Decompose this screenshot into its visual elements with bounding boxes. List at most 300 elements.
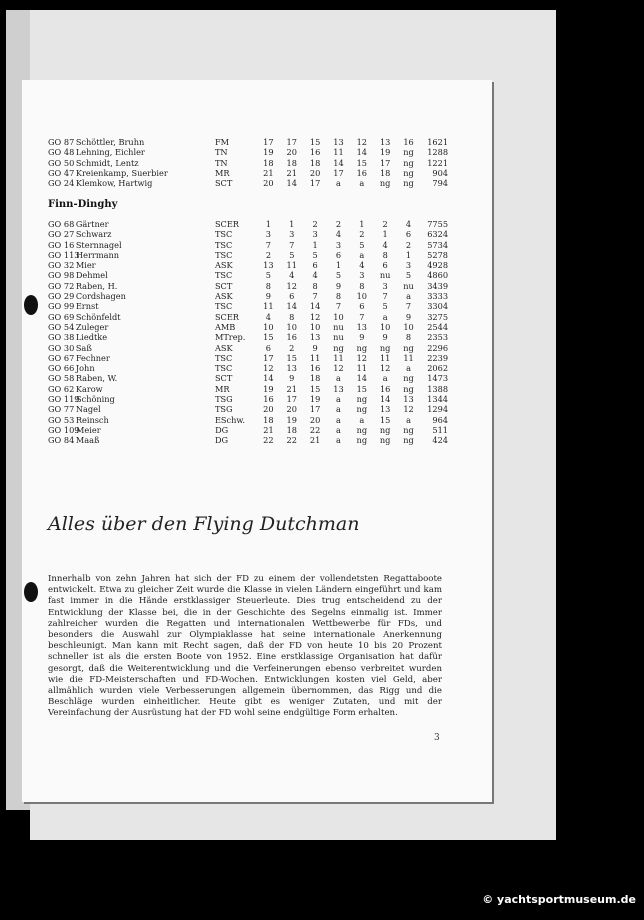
sail-number: GO 62: [48, 383, 75, 394]
race-place: 14: [309, 301, 321, 312]
sail-number: GO 47: [48, 167, 75, 178]
race-place: 22: [286, 435, 297, 446]
points: 6324: [427, 229, 449, 240]
race-place: 6: [289, 291, 295, 302]
race-place: 17: [263, 352, 274, 363]
sail-number: GO 54: [48, 321, 75, 332]
sail-number: GO 48: [48, 147, 75, 158]
table-row: [48, 343, 448, 353]
race-place: 11: [263, 301, 274, 312]
race-place: ng: [356, 435, 368, 446]
page-number: 3: [434, 733, 440, 743]
table-row: [48, 384, 448, 394]
table-row: [48, 240, 448, 250]
race-place: 13: [333, 383, 344, 394]
club: SCT: [214, 373, 233, 384]
points: 1294: [427, 404, 449, 415]
race-place: 1: [335, 260, 342, 271]
points: 3275: [427, 311, 449, 322]
race-place: ng: [356, 342, 368, 353]
race-place: 13: [379, 404, 391, 415]
club: TSC: [215, 249, 233, 260]
race-place: 11: [309, 352, 321, 363]
punch-hole: [24, 582, 38, 602]
sail-number: GO 98: [48, 270, 75, 281]
race-place: 20: [263, 178, 274, 189]
race-place: 7: [382, 291, 388, 302]
points: 424: [432, 435, 449, 446]
race-place: 14: [356, 147, 368, 158]
sail-number: GO 77: [48, 404, 75, 415]
club: AMB: [214, 321, 236, 332]
race-place: 18: [309, 373, 321, 384]
table-row: [48, 415, 448, 425]
points: 3333: [427, 291, 449, 302]
race-place: 11: [356, 363, 368, 374]
club: TSC: [214, 229, 233, 240]
club: SCT: [214, 178, 233, 189]
sailor-name: Schwarz: [75, 229, 112, 240]
sailor-name: Zuleger: [75, 321, 109, 332]
race-place: 22: [263, 435, 274, 446]
race-place: 21: [263, 424, 274, 435]
sail-number: GO 38: [48, 332, 75, 343]
club: TSC: [214, 301, 233, 312]
race-place: a: [336, 394, 341, 405]
race-place: 13: [263, 260, 274, 271]
section-title: Finn-Dinghy: [48, 199, 118, 210]
race-place: 11: [403, 352, 414, 363]
race-place: 5: [335, 270, 342, 281]
sailor-name: Saß: [75, 342, 92, 353]
table-row: [48, 168, 448, 178]
points: 5278: [427, 249, 448, 260]
points: 4860: [427, 270, 449, 281]
race-place: 12: [263, 363, 274, 374]
race-place: 9: [359, 332, 365, 343]
race-place: 13: [309, 332, 321, 343]
points: 5734: [427, 239, 449, 250]
race-place: 13: [379, 137, 391, 147]
table-row: [48, 373, 448, 383]
race-place: ng: [379, 342, 391, 353]
sailor-name: Schmidt, Lentz: [75, 157, 139, 168]
race-place: 14: [356, 373, 368, 384]
race-place: 16: [379, 383, 391, 394]
sailor-name: Karow: [75, 383, 103, 394]
race-place: a: [336, 435, 341, 446]
sail-number: GO 109: [48, 424, 80, 435]
race-place: 20: [286, 404, 297, 415]
points: 904: [432, 167, 449, 178]
club: ASK: [214, 342, 233, 353]
race-place: 4: [335, 229, 342, 240]
race-place: 1: [265, 219, 271, 229]
results-table-finn: [48, 219, 448, 446]
race-place: 15: [356, 383, 368, 394]
race-place: 12: [356, 352, 368, 363]
points: 4928: [427, 260, 449, 271]
race-place: 19: [263, 147, 274, 158]
sailor-name: Schöttler, Bruhn: [75, 137, 145, 147]
race-place: 16: [403, 137, 414, 147]
race-place: 12: [286, 280, 297, 291]
race-place: 15: [356, 157, 368, 168]
race-place: 3: [289, 229, 295, 240]
race-place: 15: [379, 414, 391, 425]
race-place: 21: [263, 167, 274, 178]
race-place: nu: [333, 332, 344, 343]
race-place: 17: [286, 137, 297, 147]
race-place: a: [336, 414, 341, 425]
sail-number: GO 50: [48, 157, 75, 168]
race-place: 4: [289, 270, 295, 281]
club: TSC: [214, 352, 233, 363]
race-place: 7: [335, 301, 342, 312]
race-place: 18: [286, 424, 297, 435]
race-place: 2: [265, 249, 272, 260]
race-place: 17: [333, 167, 344, 178]
race-place: ng: [379, 178, 391, 189]
sail-number: GO 84: [48, 435, 75, 446]
race-place: 8: [312, 280, 318, 291]
points: 964: [432, 414, 449, 425]
race-place: 6: [265, 342, 271, 353]
race-place: 16: [286, 332, 297, 343]
race-place: 21: [286, 383, 297, 394]
race-place: 5: [265, 270, 271, 281]
table-row: [48, 229, 448, 239]
race-place: 5: [405, 270, 412, 281]
sail-number: GO 58: [48, 373, 75, 384]
race-place: 18: [286, 157, 297, 168]
points: 1388: [427, 383, 449, 394]
sailor-name: Cordshagen: [75, 291, 126, 302]
points: 2296: [427, 342, 449, 353]
table-row: [48, 322, 448, 332]
race-place: 12: [403, 404, 414, 415]
race-place: 10: [356, 291, 368, 302]
race-place: 6: [359, 301, 365, 312]
sail-number: GO 87: [48, 137, 75, 147]
race-place: 1: [312, 239, 318, 250]
race-place: 4: [405, 219, 412, 229]
club: ESchw.: [214, 414, 246, 425]
sailor-name: Meier: [76, 424, 101, 435]
race-place: 15: [309, 137, 321, 147]
sailor-name: Raben, H.: [75, 280, 118, 291]
table-row: [48, 291, 448, 301]
race-place: 3: [382, 280, 388, 291]
sailor-name: John: [75, 363, 95, 374]
sailor-name: Schöning: [76, 394, 115, 405]
race-place: ng: [403, 147, 414, 158]
table-row: [48, 250, 448, 260]
race-place: 6: [335, 249, 342, 260]
race-place: 3: [312, 229, 318, 240]
race-place: a: [406, 291, 411, 302]
race-place: 9: [335, 280, 342, 291]
points: 1344: [427, 394, 448, 405]
race-place: 6: [312, 260, 318, 271]
table-row: [48, 312, 448, 322]
race-place: 2: [335, 219, 342, 229]
race-place: 10: [333, 311, 344, 322]
sailor-name: Lehning, Eichler: [75, 147, 145, 158]
race-place: 10: [309, 321, 321, 332]
club: TSG: [215, 394, 233, 405]
race-place: a: [359, 249, 365, 260]
club: DG: [215, 424, 229, 435]
club: TN: [214, 147, 228, 158]
sailor-name: Raben, W.: [75, 373, 118, 384]
race-place: 12: [333, 363, 344, 374]
race-place: 16: [309, 147, 321, 158]
sailor-name: Liedtke: [75, 332, 108, 343]
sailor-name: Klemkow, Hartwig: [75, 178, 153, 189]
club: SCER: [214, 311, 239, 322]
points: 2544: [427, 321, 449, 332]
sail-number: GO 16: [48, 239, 75, 250]
race-place: 17: [263, 137, 274, 147]
race-place: ng: [379, 435, 391, 446]
club: FM: [214, 137, 230, 147]
race-place: a: [359, 414, 365, 425]
race-place: a: [336, 424, 341, 435]
sail-number: GO 119: [48, 394, 80, 405]
race-place: ng: [356, 394, 368, 405]
sailor-name: Maaß: [75, 435, 100, 446]
table-row: [48, 178, 448, 188]
race-place: ng: [356, 404, 368, 415]
race-place: ng: [333, 342, 344, 353]
race-place: 3: [359, 270, 365, 281]
race-place: 19: [309, 394, 321, 405]
points: 3439: [427, 280, 449, 291]
sail-number: GO 67: [48, 352, 75, 363]
sail-number: GO 27: [48, 229, 75, 240]
table-row: [48, 137, 448, 147]
race-place: 19: [379, 147, 391, 158]
race-place: 3: [265, 229, 271, 240]
race-place: 2: [289, 342, 295, 353]
race-place: 2: [382, 219, 388, 229]
race-place: 1: [359, 219, 365, 229]
points: 2353: [427, 332, 449, 343]
race-place: 8: [335, 291, 342, 302]
table-row: [48, 353, 448, 363]
sail-number: GO 72: [48, 280, 75, 291]
race-place: 15: [309, 383, 321, 394]
race-place: 7: [359, 311, 365, 322]
race-place: 2: [359, 229, 365, 240]
race-place: 5: [312, 249, 318, 260]
race-place: 18: [263, 157, 274, 168]
race-place: a: [406, 363, 411, 374]
race-place: ng: [403, 435, 414, 446]
race-place: 9: [265, 291, 271, 302]
race-place: 16: [309, 363, 321, 374]
race-place: 9: [312, 342, 318, 353]
race-place: 7: [312, 291, 318, 302]
table-row: [48, 260, 448, 270]
sail-number: GO 69: [48, 311, 75, 322]
race-place: 8: [382, 249, 388, 260]
race-place: ng: [403, 342, 414, 353]
race-place: 20: [309, 414, 321, 425]
race-place: 12: [309, 311, 321, 322]
race-place: 10: [263, 321, 274, 332]
race-place: 17: [379, 157, 391, 168]
race-place: ng: [403, 167, 414, 178]
table-row: [48, 435, 448, 445]
race-place: ng: [403, 424, 414, 435]
race-place: a: [359, 178, 365, 189]
race-place: ng: [379, 424, 391, 435]
sailor-name: Mier: [75, 260, 96, 271]
club: MTrep.: [214, 332, 246, 343]
points: 3304: [427, 301, 449, 312]
table-row: [48, 394, 448, 404]
club: TSC: [214, 270, 233, 281]
race-place: 3: [335, 239, 342, 250]
race-place: nu: [403, 280, 414, 291]
race-place: nu: [333, 321, 344, 332]
sailor-name: Schönfeldt: [75, 311, 121, 322]
race-place: a: [382, 373, 388, 384]
race-place: 20: [309, 167, 321, 178]
race-place: 13: [333, 137, 344, 147]
sailor-name: Gärtner: [75, 219, 109, 229]
sailor-name: Reinsch: [75, 414, 109, 425]
sailor-name: Nagel: [75, 404, 101, 415]
race-place: 2: [312, 219, 318, 229]
table-row: [48, 158, 448, 168]
club: MR: [214, 383, 230, 394]
sail-number: GO 99: [48, 301, 75, 312]
table-row: [48, 425, 448, 435]
sail-number: GO 53: [48, 414, 75, 425]
club: SCT: [214, 280, 233, 291]
points: 1288: [427, 147, 449, 158]
race-place: 18: [263, 414, 274, 425]
table-row: [48, 363, 448, 373]
sailor-name: Dehmel: [75, 270, 108, 281]
sail-number: GO 32: [48, 260, 75, 271]
sailor-name: Sternnagel: [75, 239, 122, 250]
race-place: 6: [405, 229, 412, 240]
race-place: 17: [286, 394, 297, 405]
race-place: 22: [309, 424, 321, 435]
race-place: ng: [403, 157, 414, 168]
points: 2062: [427, 363, 449, 374]
race-place: 17: [309, 178, 321, 189]
sailor-name: Herrmann: [76, 249, 120, 260]
points: 1221: [427, 157, 449, 168]
race-place: 18: [379, 167, 391, 178]
race-place: 13: [356, 321, 368, 332]
race-place: 13: [403, 394, 414, 405]
race-place: 8: [265, 280, 271, 291]
race-place: 20: [286, 147, 297, 158]
points: 2239: [427, 352, 449, 363]
race-place: 1: [289, 219, 295, 229]
race-place: 15: [263, 332, 274, 343]
race-place: 8: [405, 332, 412, 343]
race-place: 5: [359, 239, 365, 250]
table-row: [48, 281, 448, 291]
sail-number: GO 30: [48, 342, 75, 353]
race-place: nu: [379, 270, 391, 281]
race-place: 8: [359, 280, 365, 291]
club: MR: [214, 167, 230, 178]
race-place: 5: [289, 249, 295, 260]
club: TSG: [214, 404, 233, 415]
watermark: © yachtsportmuseum.de: [482, 893, 636, 906]
race-place: 7: [405, 301, 412, 312]
race-place: 3: [405, 260, 412, 271]
sail-number: GO 113: [48, 249, 80, 260]
race-place: 10: [379, 321, 391, 332]
race-place: 12: [356, 137, 368, 147]
club: SCER: [214, 219, 239, 229]
punch-hole: [24, 295, 38, 315]
sail-number: GO 29: [48, 291, 75, 302]
race-place: 4: [312, 270, 318, 281]
race-place: 11: [333, 147, 344, 158]
race-place: ng: [403, 178, 414, 189]
club: DG: [214, 435, 229, 446]
race-place: 6: [382, 260, 388, 271]
race-place: ng: [403, 373, 414, 384]
table-row: [48, 270, 448, 280]
points: 511: [432, 424, 448, 435]
points: 1473: [427, 373, 449, 384]
race-place: 4: [382, 239, 388, 250]
results-table-top: [48, 137, 448, 188]
race-place: 10: [286, 321, 297, 332]
table-row: [48, 404, 448, 414]
article-title: Alles über den Flying Dutchman: [48, 513, 360, 535]
race-place: 15: [286, 352, 297, 363]
points: 794: [432, 178, 449, 189]
race-place: 20: [263, 404, 274, 415]
race-place: 13: [286, 363, 297, 374]
race-place: 14: [286, 178, 297, 189]
race-place: a: [336, 373, 341, 384]
race-place: 18: [309, 157, 321, 168]
race-place: 11: [379, 352, 391, 363]
race-place: 4: [265, 311, 271, 322]
race-place: 12: [379, 363, 391, 374]
race-place: 19: [286, 414, 297, 425]
race-place: 7: [265, 239, 271, 250]
race-place: 9: [289, 373, 295, 384]
sail-number: GO 66: [48, 363, 75, 374]
race-place: 16: [356, 167, 368, 178]
sailor-name: Ernst: [75, 301, 99, 312]
race-place: 19: [263, 383, 274, 394]
race-place: a: [406, 414, 411, 425]
race-place: 21: [286, 167, 297, 178]
race-place: a: [336, 404, 341, 415]
club: ASK: [214, 291, 233, 302]
race-place: 16: [263, 394, 274, 405]
race-place: 1: [382, 229, 388, 240]
table-row: [48, 219, 448, 229]
race-place: a: [382, 311, 388, 322]
race-place: 11: [286, 260, 297, 271]
